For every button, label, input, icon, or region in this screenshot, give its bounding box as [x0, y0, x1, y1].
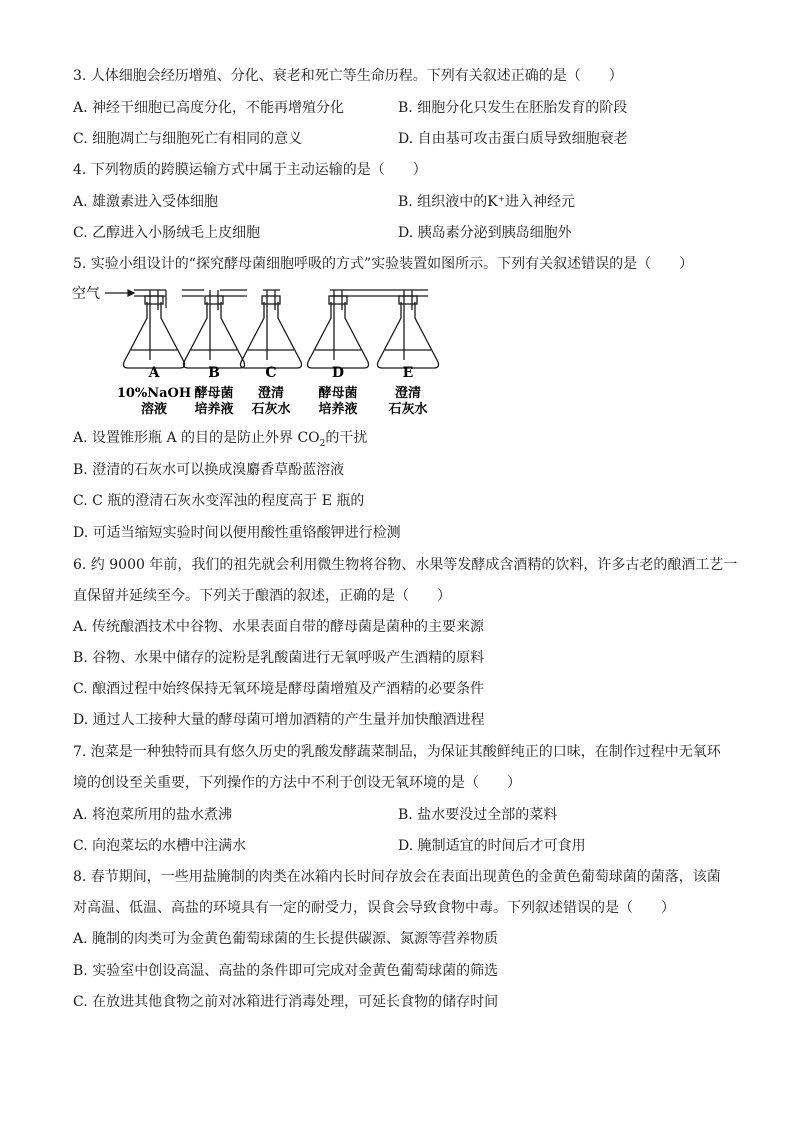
flask-b	[184, 302, 245, 368]
caption-d-line1: 酵母菌	[318, 386, 358, 401]
q3-option-a: A. 神经干细胞已高度分化，不能再增殖分化	[73, 100, 345, 116]
flask-stopper-b	[205, 296, 223, 304]
q4-stem: 4. 下列物质的跨膜运输方式中属于主动运输的是（ ）	[73, 162, 427, 178]
flask-e	[378, 302, 439, 368]
flask-c	[241, 302, 302, 368]
caption-e-line2: 石灰水	[388, 402, 428, 417]
experiment-apparatus-figure	[70, 280, 440, 420]
q5-option-a: A. 设置锥形瓶 A 的目的是防止外界 $CO_2$的干扰	[73, 430, 368, 449]
caption-e-line1: 澄清	[394, 386, 422, 401]
flask-letter-e: E	[402, 365, 414, 381]
q8-stem-line1: 8. 春节期间，一些用盐腌制的肉类在冰箱内长时间存放会在表面出现黄色的金黄色葡萄球菌的菌落，该菌	[73, 869, 721, 885]
q7-option-b: B. 盐水要没过全部的菜料	[398, 807, 558, 823]
flask-letter-a: A	[148, 365, 160, 381]
q4-option-b: B. 组织液中的K⁺进入神经元	[398, 194, 576, 210]
q7-stem-line2: 境的创设至关重要，下列操作的方法中不利于创设无氧环境的是（ ）	[73, 775, 521, 791]
q3-stem: 3. 人体细胞会经历增殖、分化、衰老和死亡等生命历程。下列有关叙述正确的是（ ）	[73, 68, 623, 84]
caption-c-line2: 石灰水	[251, 402, 291, 417]
q3-option-b: B. 细胞分化只发生在胚胎发育的阶段	[398, 100, 628, 116]
q6-stem-line2: 直保留并延续至今。下列关于酿酒的叙述，正确的是（ ）	[73, 588, 451, 604]
q8-option-b: B. 实验室中创设高温、高盐的条件即可完成对金黄色葡萄球菌的筛选	[73, 963, 499, 979]
flask-letter-b: B	[208, 365, 220, 381]
q6-option-b: B. 谷物、水果中储存的淀粉是乳酸菌进行无氧呼吸产生酒精的原料	[73, 650, 485, 666]
q6-option-d: D. 通过人工接种大量的酵母菌可增加酒精的产生量并加快酿酒进程	[73, 712, 485, 728]
caption-b-line2: 培养液	[194, 402, 234, 417]
q7-option-a: A. 将泡菜所用的盐水煮沸	[73, 807, 233, 823]
q5-stem: 5. 实验小组设计的“探究酵母菌细胞呼吸的方式”实验装置如图所示。下列有关叙述错误的是（ ）	[73, 256, 694, 272]
q4-option-c: C. 乙醇进入小肠绒毛上皮细胞	[73, 225, 261, 241]
caption-a-line2: 溶液	[140, 402, 168, 417]
caption-d-line2: 培养液	[318, 402, 358, 417]
flask-letter-c: C	[265, 365, 277, 381]
q5-option-b: B. 澄清的石灰水可以换成溴麝香草酚蓝溶液	[73, 462, 345, 478]
flask-stopper-d	[329, 296, 347, 304]
q5-option-c: C. C 瓶的澄清石灰水变浑浊的程度高于 E 瓶的	[73, 493, 365, 509]
q6-stem-line1: 6. 约 9000 年前，我们的祖先就会利用微生物将谷物、水果等发酵成含酒精的饮料，许多古老的酿酒工艺一	[73, 557, 738, 573]
caption-c-line1: 澄清	[257, 386, 285, 401]
q8-stem-line2: 对高温、低温、高盐的环境具有一定的耐受力，误食会导致食物中毒。下列叙述错误的是（ ）	[73, 900, 675, 916]
q5-option-d: D. 可适当缩短实验时间以便用酸性重铬酸钾进行检测	[73, 525, 401, 541]
flask-letter-d: D	[331, 365, 345, 381]
q7-option-c: C. 向泡菜坛的水槽中注满水	[73, 838, 247, 854]
flask-stopper-c	[262, 296, 280, 304]
q7-stem-line1: 7. 泡菜是一种独特而具有悠久历史的乳酸发酵蔬菜制品，为保证其酸鲜纯正的口味，在制作过程中无氧环	[73, 744, 721, 760]
q8-option-a: A. 腌制的肉类可为金黄色葡萄球菌的生长提供碳源、氮源等营养物质	[73, 931, 499, 947]
q7-option-d: D. 腌制适宜的时间后才可食用	[398, 838, 586, 854]
q6-option-c: C. 酿酒过程中始终保持无氧环境是酵母菌增殖及产酒精的必要条件	[73, 681, 485, 697]
air-label: 空气	[72, 286, 100, 302]
q3-option-c: C. 细胞凋亡与细胞死亡有相同的意义	[73, 131, 303, 147]
flask-stopper-e	[399, 296, 417, 304]
flask-a	[124, 302, 185, 368]
q4-option-a: A. 雄激素进入受体细胞	[73, 194, 219, 210]
caption-b-line1: 酵母菌	[194, 386, 234, 401]
q3-option-d: D. 自由基可攻击蛋白质导致细胞衰老	[398, 131, 628, 147]
q6-option-a: A. 传统酿酒技术中谷物、水果表面自带的酵母菌是菌种的主要来源	[73, 619, 485, 635]
q4-option-d: D. 胰岛素分泌到胰岛细胞外	[398, 225, 572, 241]
flask-d	[308, 302, 369, 368]
flask-stopper-a	[145, 296, 163, 304]
caption-a-line1: 10%NaOH	[116, 386, 192, 401]
q8-option-c: C. 在放进其他食物之前对冰箱进行消毒处理，可延长食物的储存时间	[73, 994, 499, 1010]
